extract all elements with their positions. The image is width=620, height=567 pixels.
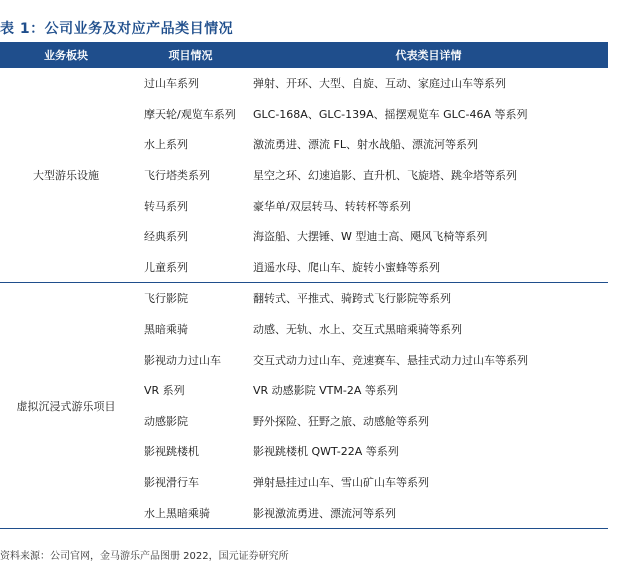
row-item: VR 系列 [144, 384, 185, 398]
row-detail: 弹射悬挂过山车、雪山矿山车等系列 [253, 476, 429, 490]
section-large-rides: 大型游乐设施 [0, 68, 132, 283]
row-detail: 影视激流勇进、漂流河等系列 [249, 497, 608, 528]
row-item: 影视滑行车 [144, 476, 199, 490]
row-item: 水上黑暗乘骑 [132, 497, 249, 528]
table-row [0, 68, 608, 99]
row-item: 黑暗乘骑 [144, 323, 188, 337]
row-detail: 弹射、开环、大型、自旋、互动、家庭过山车等系列 [253, 77, 506, 91]
row-item: 经典系列 [144, 230, 188, 244]
row-detail: 翻转式、平推式、骑跨式飞行影院等系列 [253, 292, 451, 306]
source-note: 资料来源：公司官网，金马游乐产品图册 2022，国元证券研究所 [0, 551, 289, 562]
row-detail: 海盗船、大摆锤、W 型迪士高、飓风飞椅等系列 [253, 230, 488, 244]
row-item: 水上系列 [144, 138, 188, 152]
row-detail: 星空之环、幻速追影、直升机、飞旋塔、跳伞塔等系列 [253, 169, 517, 183]
table-title: 表 1：公司业务及对应产品类目情况 [0, 21, 234, 37]
row-detail: 豪华单/双层转马、转转杯等系列 [253, 199, 411, 213]
row-detail: VR 动感影院 VTM-2A 等系列 [253, 384, 398, 398]
row-item: 过山车系列 [144, 77, 199, 91]
row-item: 飞行影院 [144, 292, 188, 306]
row-item: 转马系列 [144, 199, 188, 213]
section-immersive-rides: 虚拟沉浸式游乐项目 [0, 283, 132, 529]
row-item: 影视跳楼机 [144, 445, 199, 459]
row-item: 影视动力过山车 [144, 353, 221, 367]
header-project: 项目情况 [132, 42, 249, 68]
row-item: 摩天轮/观览车系列 [144, 107, 236, 121]
header-detail: 代表类目详情 [249, 42, 608, 68]
row-item: 飞行塔类系列 [144, 169, 210, 183]
row-item: 儿童系列 [132, 252, 249, 283]
header-business-segment: 业务板块 [0, 42, 132, 68]
business-table [0, 42, 608, 529]
row-detail: 激流勇进、漂流 FL、射水战船、漂流河等系列 [253, 138, 478, 152]
row-detail: 交互式动力过山车、竞速赛车、悬挂式动力过山车等系列 [253, 353, 528, 367]
row-detail: 影视跳楼机 QWT-22A 等系列 [253, 445, 399, 459]
row-detail: 逍遥水母、爬山车、旋转小蜜蜂等系列 [249, 252, 608, 283]
table-row [0, 283, 608, 314]
table-header-row [0, 42, 608, 68]
row-item: 动感影院 [144, 414, 188, 428]
row-detail: GLC-168A、GLC-139A、摇摆观览车 GLC-46A 等系列 [253, 107, 528, 121]
row-detail: 动感、无轨、水上、交互式黑暗乘骑等系列 [253, 323, 462, 337]
row-detail: 野外探险、狂野之旅、动感舱等系列 [253, 414, 429, 428]
